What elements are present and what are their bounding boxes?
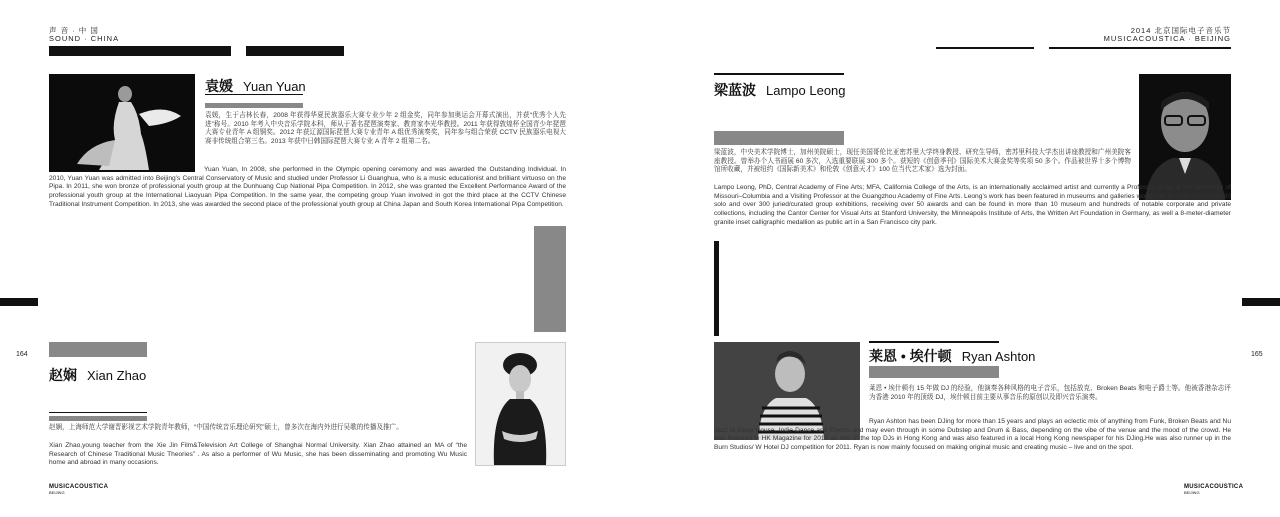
header-bar-1 [49, 46, 231, 56]
decorative-vertical-bar [714, 241, 719, 336]
yuan-yuan-name-cn: 袁媛 [205, 78, 233, 94]
ryan-ashton-name-cn: 莱恩 • 埃什顿 [869, 348, 952, 364]
lampo-leong-bio-en: Lampo Leong, PhD, Central Academy of Fine Arts; MFA, California College of the Arts, is an internationally acclaimed artist and currently a Professor of Art at the University of Missouri–Columbia and a Visiting Professor at the Guangzhou Academy of Fine Arts. Leong’s work has been featured in museums and galleries worldwide through more than 60 solo and over 300 juried/curated group exhibitions, receiving over 50 awards and can be found in more than 10 museum and hundreds of notable corporate and private collections, including the Cantor Center for Visual Arts at Stanford University, the Minneapolis Institute of Arts, the Written Art Foundation in Germany, as well a 8-meter-diameter granite inset calligraphic medallion as public art in a San Francisco city park. [714, 184, 1231, 226]
xian-zhao-gray-bar [49, 342, 147, 357]
lampo-leong-name-rule [714, 73, 844, 75]
yuan-yuan-gray-bar [205, 103, 303, 108]
header-left-cn: 声 音 · 中 国 [49, 26, 99, 35]
footer-logo-right-sub: BEIJING [1184, 490, 1200, 495]
ryan-ashton-name [869, 346, 1035, 366]
lampo-leong-photo [1139, 74, 1231, 200]
right-edge-bar [1242, 298, 1280, 306]
ryan-ashton-bio-en: Ryan Ashton has been DJing for more than 15 years and plays an eclectic mix of anything from Funk, Broken Beats and Nu Jazz to Deep House, Indie Dance and Electro and may even through in some Dubstep and Drum & Bass, depending on the vibe of the venue and the mood of the crowd. He was featured in HK Magazine for 2010 as one of the top DJs in Hong Kong and was also featured in a local Hong Kong newspaper for his DJing.He was also runner up in the Burn Studios/ W Hotel DJ competition for 2011. Ryan is now mainly focused on making original music and creating music – live and on the spot. [714, 418, 1231, 452]
header-right [1104, 27, 1231, 43]
ryan-ashton-bio-cn: 莱恩 • 埃什顿有 15 年做 DJ 的经验，他演奏各种风格的电子音乐，包括放克、Broken Beats 和电子爵士等。他被香港杂志评为香港 2010 年的顶级 DJ，埃什顿目前主要从事音乐的原创以及即兴音乐演奏。 [869, 385, 1231, 401]
ryan-ashton-name-en: Ryan Ashton [961, 349, 1036, 364]
xian-zhao-bio-en: Xian Zhao,young teacher from the Xie Jin Film&Television Art College of Shanghai Normal University. Xian Zhao attained an MA of “the Research of Chinese Traditional Music Theories” . As also a performer of Wu Music, she has been disseminating and promoting Wu Music home and abroad in many occasions. [49, 442, 467, 467]
footer-logo-left-text: MUSICACOUSTICA [49, 484, 109, 490]
header-right-rule-1 [936, 47, 1034, 49]
xian-zhao-rule [49, 412, 147, 413]
yuan-yuan-name-en: Yuan Yuan [243, 79, 306, 94]
xian-zhao-name [49, 365, 146, 385]
page-number-left: 164 [16, 351, 28, 358]
ryan-ashton-gray-bar [869, 366, 999, 378]
header-bar-2 [246, 46, 344, 56]
footer-logo-left-sub: BEIJING [49, 490, 65, 495]
yuan-yuan-name-rule [205, 94, 303, 95]
yuan-yuan-photo [49, 74, 195, 172]
xian-zhao-photo [475, 342, 566, 466]
xian-zhao-gray-bar-2 [49, 416, 147, 421]
footer-logo-right [1184, 484, 1243, 495]
left-edge-bar [0, 298, 38, 306]
xian-zhao-bio-cn: 赵娴，上海师范大学谢晋影视艺术学院青年教师，“中国传统音乐理论研究”硕士，曾多次在海内外进行吴歌的传播及推广。 [49, 424, 403, 431]
lampo-leong-name [714, 80, 846, 100]
lampo-leong-gray-bar [714, 131, 844, 145]
header-right-en: MUSICACOUSTICA · BEIJING [1103, 34, 1231, 43]
xian-zhao-name-cn: 赵娴 [49, 367, 77, 383]
page-number-right: 165 [1251, 351, 1263, 358]
yuan-yuan-name [205, 76, 306, 96]
yuan-yuan-bio-cn: 袁媛，生于吉林长春，2008 年获得华夏民族器乐大赛专业少年 2 组金奖，同年参加奥运会开幕式演出，并获“优秀个人先进”称号。2010 年考入中央音乐学院本科，师从于著名琵琶演奏家、教育家李光华教授。2011 年获得敦煌杯全国青少年琵琶大赛专业青年 A 组铜奖。2012 年获辽源国际琵琶大赛专业青年 A 组优秀演奏奖，同年参与组合荣获 CCTV 民族器乐电视大赛非传统组合第三名。2013 年获中日韩国际琵琶大赛专业 A 青年 2 组第二名。 [205, 112, 566, 146]
footer-logo-left [49, 484, 108, 495]
header-right-rule-2 [1049, 47, 1231, 49]
header-left-en: SOUND · CHINA [49, 34, 120, 43]
xian-zhao-name-en: Xian Zhao [87, 368, 147, 383]
header-right-cn: 2014 北京国际电子音乐节 [1130, 26, 1231, 35]
footer-logo-right-text: MUSICACOUSTICA [1184, 484, 1244, 490]
lampo-leong-name-en: Lampo Leong [766, 83, 846, 98]
header-left [49, 27, 119, 43]
lampo-leong-name-cn: 梁蓝波 [714, 82, 756, 98]
decorative-gray-block [534, 226, 566, 332]
ryan-ashton-name-rule [869, 341, 999, 343]
lampo-leong-bio-cn: 梁蓝波，中央美术学院博士，加州美院硕士，现任美国哥伦比亚密苏里大学终身教授、研究生导师，密苏里科技大学杰出讲座教授和广州美院客座教授。曾举办个人书画展 60 多次，入选重要联展 300 多个。获短的《创意季刊》国际美术大赛金奖等奖项 50 多个。作品被世界十多个博物馆所收藏，并被纽约《国际新美术》和伦敦《创意天才》100 位当代艺术家》选为封面。 [714, 149, 1131, 174]
yuan-yuan-bio-en: Yuan Yuan, In 2008, she performed in the Olympic opening ceremony and was awarded the Outstanding Individual. In 2010, Yuan Yuan was admitted into Beijing’s Central Conservatory of Music and studied under Professor Li Guanghua, who is a music educationist and brilliant virtuoso on the Pipa. In 2011, she won bronze of professional youth group at the Dunhuang Cup National Pipa Competition. In 2012, she was granted the Excellent Performance Award of the professional youth group at the International Liaoyuan Pipa Competition. In the same year, the competing group Yuan involved in got the third place at the CCTV Chinese Traditional Instrument Competition. In 2013, she was awarded the second place of the professional youth group at China Japan and South Korea International Pipa Competition. [49, 166, 566, 208]
